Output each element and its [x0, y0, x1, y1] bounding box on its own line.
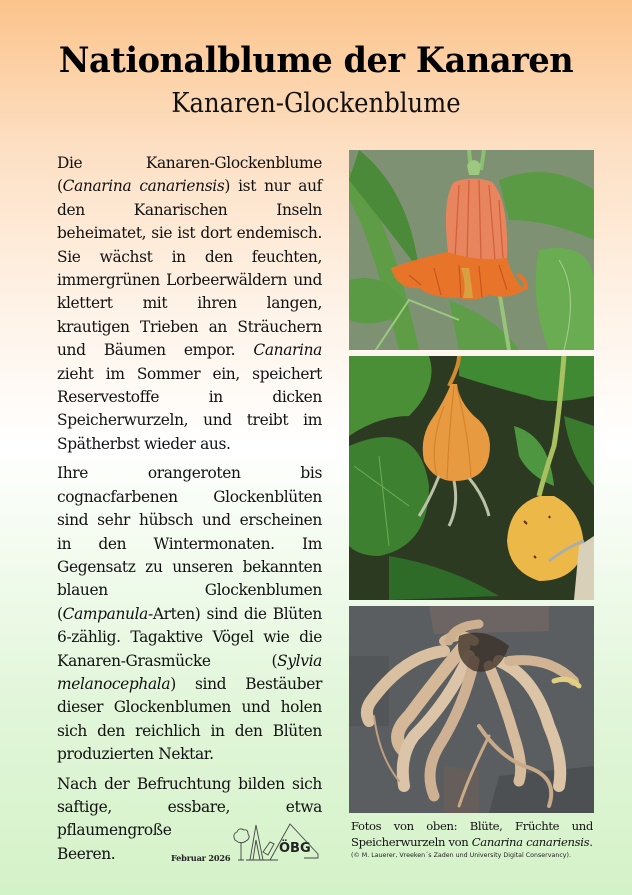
photo-credit: (© M. Lauerer, Vreeken´s Zaden und University Digital Conservancy). — [351, 852, 571, 859]
genus-name: Campanula — [62, 604, 149, 623]
species-name: Canarina canariensis — [62, 177, 225, 196]
text-run: ) ist nur auf den Kanarischen Inseln beheimatet, sie ist dort endemisch. Sie wächst in den feuchten, immergrünen Lorbeerwäldern und klettert mit ihren langen, krautigen Trieben an Sträuchern und Bäumen empor. — [57, 177, 323, 360]
paragraph-2 — [57, 462, 322, 766]
photo-caption — [351, 819, 593, 850]
caption-text: . — [589, 834, 593, 849]
flower-image — [349, 150, 594, 350]
text-run: Beeren. — [57, 844, 116, 863]
page-subtitle: Kanaren-Glockenblume — [171, 88, 461, 119]
obg-logo-icon — [230, 822, 320, 864]
page-title: Nationalblume der Kanaren — [58, 40, 574, 81]
text-run: ) sind Bestäuber dieser Glockenblumen und holen sich den reichlich in den Blüten produzierten Nektar. — [57, 674, 322, 764]
text-run: zieht im Sommer ein, speichert Reservestoffe in dicken Speicherwurzeln, und treibt im Spätherbst wieder aus. — [57, 364, 322, 453]
photo-roots — [349, 606, 594, 813]
species-name: Canarina canariensis — [471, 834, 590, 849]
text-run: Ihre orangeroten bis cognacfarbenen Glockenblüten sind sehr hübsch und erscheinen in den Wintermonaten. Im Gegensatz zu unseren bekannten blauen Glockenblumen ( — [57, 464, 322, 623]
species-name: Sylvia melanocephala — [57, 651, 322, 693]
text-run: Nach der Befruchtung bilden sich saftige, essbare, etwa pflaumengroße — [57, 774, 322, 840]
photo-flower — [349, 150, 594, 350]
paragraph-1 — [57, 152, 322, 456]
svg-text:ÖBG: ÖBG — [279, 841, 311, 856]
fruits-image — [349, 356, 594, 600]
roots-image — [349, 606, 594, 813]
publication-date: Februar 2026 — [171, 853, 231, 863]
text-run: Die Kanaren-Glockenblume ( — [57, 154, 322, 196]
genus-name: Canarina — [253, 341, 322, 360]
obg-logo — [230, 822, 320, 864]
body-text — [57, 152, 322, 872]
text-run: -Arten) sind die Blüten 6-zählig. Tagaktive Vögel wie die Kanaren-Grasmücke ( — [57, 604, 322, 670]
photo-fruits — [349, 356, 594, 600]
caption-text: Fotos von oben: Blüte, Früchte und Speicherwurzeln von — [351, 819, 593, 849]
